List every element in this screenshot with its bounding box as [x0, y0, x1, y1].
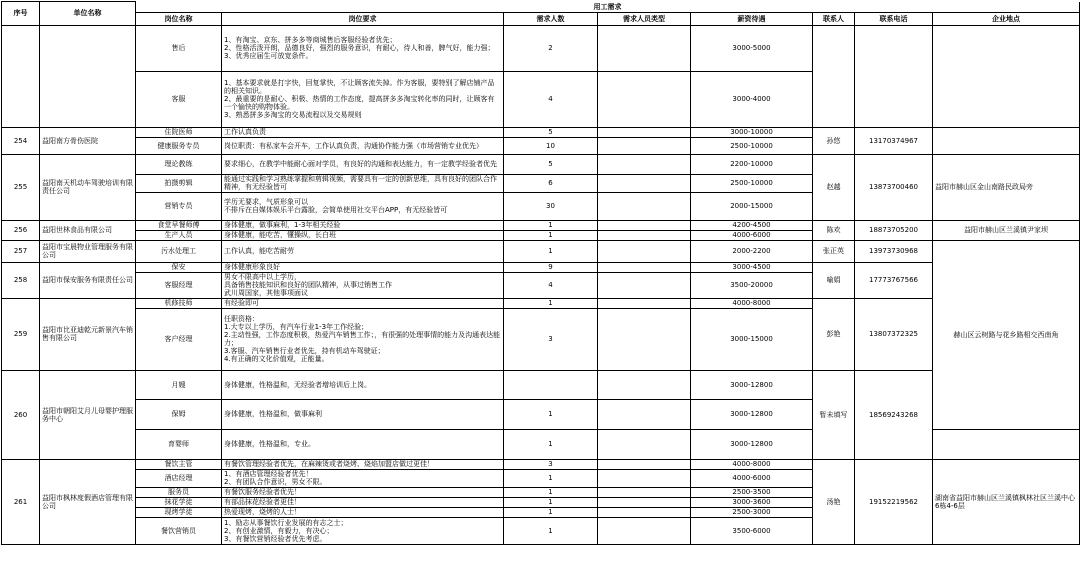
- cell-req: 有餐饮服务经验者优先！: [222, 487, 504, 497]
- cell-type: [598, 262, 691, 272]
- table-row: [2, 240, 1080, 262]
- cell-pos: 酒店经理: [136, 469, 222, 487]
- cell-type: [598, 137, 691, 154]
- cell-type: [598, 487, 691, 497]
- cell-pos: 食堂早餐师傅: [136, 220, 222, 230]
- cell-num: 1: [504, 487, 598, 497]
- cell-pos: 拍摄剪辑: [136, 174, 222, 192]
- cell-pay: 2500-3500: [691, 487, 813, 497]
- cell-phone: 13973730968: [855, 240, 933, 262]
- cell-type: [598, 154, 691, 174]
- cell-seq: 258: [2, 262, 40, 298]
- header-num: 需求人数: [504, 12, 598, 25]
- cell-pay: 2500-10000: [691, 174, 813, 192]
- cell-req: 1、有酒店管理经验者优先！ 2、有团队合作意识，男女不限。: [222, 469, 504, 487]
- cell-contact: 赵越: [813, 154, 855, 220]
- cell-phone: 13170374967: [855, 127, 933, 154]
- cell-pay: 3000-15000: [691, 308, 813, 370]
- header-addr: 企业地点: [933, 12, 1080, 25]
- cell-contact: 张正英: [813, 240, 855, 262]
- table-row: [2, 127, 1080, 137]
- cell-num: 1: [504, 298, 598, 308]
- header-req: 岗位要求: [222, 12, 504, 25]
- cell-num: 3: [504, 308, 598, 370]
- cell-num: 1: [504, 517, 598, 544]
- cell-req: 工作认真负责: [222, 127, 504, 137]
- cell-seq: 255: [2, 154, 40, 220]
- cell-num: 1: [504, 469, 598, 487]
- cell-req: 工作认真，能吃苦耐劳: [222, 240, 504, 262]
- cell-pay: 3000-5000: [691, 25, 813, 71]
- cell-type: [598, 25, 691, 71]
- cell-pos: 客户经理: [136, 308, 222, 370]
- cell-num: 4: [504, 71, 598, 127]
- cell-unit: 益阳世林食品有限公司: [40, 220, 136, 240]
- cell-type: [598, 507, 691, 517]
- cell-seq: [2, 25, 40, 127]
- cell-seq: 254: [2, 127, 40, 154]
- cell-pay: 4000-8000: [691, 459, 813, 469]
- cell-type: [598, 497, 691, 507]
- header-phone: 联系电话: [855, 12, 933, 25]
- cell-pos: 保安: [136, 262, 222, 272]
- cell-addr: 益阳市赫山区兰溪镇尹家坝: [933, 220, 1080, 240]
- cell-req: 男女不限高中以上学历， 具备销售技能知识和良好的团队精神，从事过销售工作 武川周国家，其他事项面议: [222, 272, 504, 298]
- cell-pay: 3500-6000: [691, 517, 813, 544]
- cell-req: 要求细心，在教学中能耐心面对学员，有良好的沟通和表达能力，有一定教学经验者优先: [222, 154, 504, 174]
- cell-req: 1、基本要求就是打字快，回复掌快，不让顾客流失掉。作为客服，要特别了解店铺产品的相关知识。 2、最重要的是耐心、积极、热情的工作态度，提高拼多多淘宝转化率的同时，让顾客有一个愉快的购物体验。 3、熟悉拼多多淘宝的交易流程以及交易规则: [222, 71, 504, 127]
- cell-pay: 4000-8000: [691, 298, 813, 308]
- cell-pay: 4200-4500: [691, 220, 813, 230]
- cell-pay: 3000-10000: [691, 127, 813, 137]
- cell-type: [598, 192, 691, 220]
- cell-num: 1: [504, 429, 598, 459]
- cell-num: 1: [504, 230, 598, 240]
- cell-unit: 益阳市比亚迪乾元新景汽车销售有限公司: [40, 298, 136, 370]
- cell-type: [598, 240, 691, 262]
- cell-seq: 261: [2, 459, 40, 544]
- cell-unit: 益阳市朝阳艾月儿母婴护理服务中心: [40, 370, 136, 459]
- table-row: [2, 459, 1080, 469]
- cell-type: [598, 174, 691, 192]
- cell-num: 9: [504, 262, 598, 272]
- cell-type: [598, 429, 691, 459]
- cell-type: [598, 71, 691, 127]
- cell-unit: 益阳市保安服务有限责任公司: [40, 262, 136, 298]
- cell-type: [598, 220, 691, 230]
- cell-num: 5: [504, 127, 598, 137]
- cell-pay: 3000-12800: [691, 429, 813, 459]
- cell-pay: 2000-15000: [691, 192, 813, 220]
- cell-req: 身体健康，能吃苦，懂操纵，长白班: [222, 230, 504, 240]
- cell-req: 有部品抹花经验者更佳！: [222, 497, 504, 507]
- header-type: 需求人员类型: [598, 12, 691, 25]
- cell-pos: 污水处理工: [136, 240, 222, 262]
- cell-pay: 3000-4500: [691, 262, 813, 272]
- cell-pos: 抹花学徒: [136, 497, 222, 507]
- cell-num: [504, 370, 598, 400]
- table-row: [2, 370, 1080, 400]
- cell-seq: 256: [2, 220, 40, 240]
- cell-pos: 机修技师: [136, 298, 222, 308]
- header-group: 用工需求: [136, 2, 1080, 13]
- cell-pos: 生产人员: [136, 230, 222, 240]
- cell-req: 身体健康，性格温和，专业。: [222, 429, 504, 459]
- cell-req: 能通过实践和学习熟练掌握和剪辑视频，需要具有一定的创新思维，具有良好的团队合作精神，有无经验皆可: [222, 174, 504, 192]
- cell-req: 1、励志从事餐饮行业发展的有志之士； 2、有创业激情，有毅力，有决心； 3、有餐饮营销经验者优先考虑。: [222, 517, 504, 544]
- cell-unit: 益阳南方骨伤医院: [40, 127, 136, 154]
- cell-type: [598, 127, 691, 137]
- cell-pay: 4000-6000: [691, 230, 813, 240]
- cell-num: 2: [504, 25, 598, 71]
- cell-type: [598, 298, 691, 308]
- cell-phone: 13807372325: [855, 298, 933, 370]
- cell-req: 学历无要求，气质形象可以 不排斥在自媒体娱乐平台露脸，会简单使用社交平台APP，有无经验皆可: [222, 192, 504, 220]
- cell-contact: 孙悠: [813, 127, 855, 154]
- cell-num: 1: [504, 497, 598, 507]
- cell-contact: [813, 25, 855, 127]
- cell-num: 1: [504, 507, 598, 517]
- cell-pos: 客服: [136, 71, 222, 127]
- cell-num: 1: [504, 240, 598, 262]
- cell-phone: 19152219562: [855, 459, 933, 544]
- cell-unit: 益阳市枫林度假酒店管理有限公司: [40, 459, 136, 544]
- cell-unit: [40, 25, 136, 127]
- cell-type: [598, 459, 691, 469]
- cell-seq: 260: [2, 370, 40, 459]
- cell-addr: [933, 127, 1080, 154]
- cell-req: 任职资格： 1.大专以上学历，有汽车行业1-3年工作经验； 2.主动性强，工作态度积极，热爱汽车销售工作；，有很强的处理事情的能力及沟通表达能力； 3.客服、汽车销售行业者优先，持有机动车驾驶证； 4.有正确的文化价值观，正能量。: [222, 308, 504, 370]
- cell-req: 岗位职责：有私家车会开车，工作认真负责，沟通协作能力强（市场营销专业优先）: [222, 137, 504, 154]
- cell-addr: 益阳市赫山区金山南路民政局旁: [933, 154, 1080, 220]
- table-row: [2, 220, 1080, 230]
- cell-req: 热爱现烤，烧烤的人士！: [222, 507, 504, 517]
- header-pay: 薪资待遇: [691, 12, 813, 25]
- table-row: [2, 298, 1080, 308]
- cell-seq: 259: [2, 298, 40, 370]
- cell-num: 10: [504, 137, 598, 154]
- cell-pay: 3000-3600: [691, 497, 813, 507]
- job-table: [1, 1, 1080, 545]
- cell-contact: 汤艳: [813, 459, 855, 544]
- header-contact: 联系人: [813, 12, 855, 25]
- cell-phone: [855, 25, 933, 127]
- cell-pos: 现烤学徒: [136, 507, 222, 517]
- cell-pos: 服务员: [136, 487, 222, 497]
- cell-num: 5: [504, 154, 598, 174]
- cell-req: 身体健康，性格温和，无经验者增培训后上岗。: [222, 370, 504, 400]
- cell-type: [598, 308, 691, 370]
- cell-type: [598, 400, 691, 430]
- cell-pos: 住院医师: [136, 127, 222, 137]
- cell-addr: 赫山区云树路与花乡路相交西南角: [933, 240, 1080, 429]
- cell-contact: 彭艳: [813, 298, 855, 370]
- cell-num: 4: [504, 272, 598, 298]
- cell-req: 1、有淘宝、京东、拼多多等商城售后客服经验者优先； 2、性格活泼开朗，品德良好，强烈的服务意识，有耐心，待人和善，脾气好，能力强； 3、优秀应届生可放宽条件。: [222, 25, 504, 71]
- cell-contact: 陈欢: [813, 220, 855, 240]
- cell-phone: 18873705200: [855, 220, 933, 240]
- cell-type: [598, 469, 691, 487]
- table-row: [2, 262, 1080, 272]
- cell-req: 身体健康，做事麻利，1-3年相关经验: [222, 220, 504, 230]
- cell-type: [598, 370, 691, 400]
- cell-req: 有餐饮管理经验者优先，在麻辣烫或者烧烤、烧焰加盟店做过更佳！: [222, 459, 504, 469]
- cell-phone: 13873700460: [855, 154, 933, 220]
- header-row-2: [2, 12, 1080, 25]
- cell-pay: 2500-10000: [691, 137, 813, 154]
- cell-pay: 3000-12800: [691, 370, 813, 400]
- cell-unit: 益阳市宝晨物业管理服务有限公司: [40, 240, 136, 262]
- cell-pos: 理论教练: [136, 154, 222, 174]
- header-unit: 单位名称: [40, 2, 136, 26]
- cell-num: 1: [504, 400, 598, 430]
- cell-pay: 2500-3000: [691, 507, 813, 517]
- cell-type: [598, 230, 691, 240]
- cell-phone: 18569243268: [855, 370, 933, 459]
- table-row: [2, 154, 1080, 174]
- cell-contact: 暂未填写: [813, 370, 855, 459]
- cell-pos: 营销专员: [136, 192, 222, 220]
- cell-req: 身体健康形象良好: [222, 262, 504, 272]
- cell-req: 有经验即可: [222, 298, 504, 308]
- cell-pos: 育婴师: [136, 429, 222, 459]
- cell-pos: 月嫂: [136, 370, 222, 400]
- cell-pay: 4000-6000: [691, 469, 813, 487]
- cell-contact: 喻娟: [813, 262, 855, 298]
- cell-phone: 17773767566: [855, 262, 933, 298]
- cell-type: [598, 272, 691, 298]
- cell-unit: 益阳南天机动车驾驶培训有限责任公司: [40, 154, 136, 220]
- cell-num: 6: [504, 174, 598, 192]
- cell-num: 30: [504, 192, 598, 220]
- cell-pos: 售后: [136, 25, 222, 71]
- cell-req: 身体健康，性格温和，做事麻利: [222, 400, 504, 430]
- cell-num: 1: [504, 220, 598, 230]
- cell-type: [598, 517, 691, 544]
- cell-pos: 健康服务专员: [136, 137, 222, 154]
- cell-pay: 2200-10000: [691, 154, 813, 174]
- cell-pos: 餐饮营销员: [136, 517, 222, 544]
- cell-addr: 湖南省益阳市赫山区兰溪镇枫林社区兰溪中心6栋4-6层: [933, 459, 1080, 544]
- cell-pay: 2000-2200: [691, 240, 813, 262]
- cell-pos: 保姆: [136, 400, 222, 430]
- cell-pay: 3000-12800: [691, 400, 813, 430]
- cell-pos: 餐饮主管: [136, 459, 222, 469]
- cell-addr: [933, 25, 1080, 127]
- header-pos: 岗位名称: [136, 12, 222, 25]
- header-row-1: [2, 2, 1080, 13]
- cell-seq: 257: [2, 240, 40, 262]
- cell-num: 3: [504, 459, 598, 469]
- cell-pay: 3000-4000: [691, 71, 813, 127]
- table-row: [2, 25, 1080, 71]
- header-seq: 序号: [2, 2, 40, 26]
- cell-pay: 3500-20000: [691, 272, 813, 298]
- cell-pos: 客服经理: [136, 272, 222, 298]
